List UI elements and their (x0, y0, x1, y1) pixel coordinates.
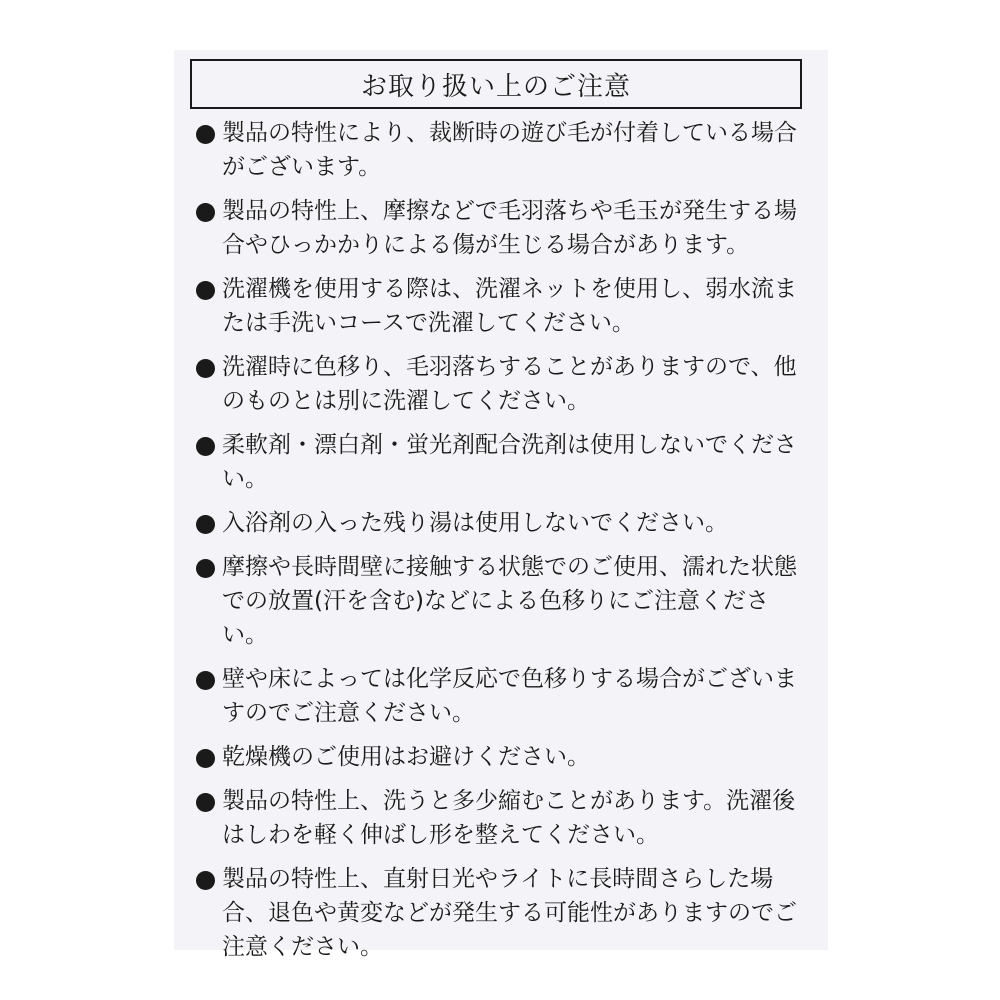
list-item (194, 428, 810, 496)
bullet-icon (196, 437, 215, 456)
bullet-icon (196, 559, 215, 578)
bullet-icon (196, 359, 215, 378)
list-item (194, 506, 810, 540)
notice-text: 製品の特性上、直射日光やライトに長時間さらした場合、退色や黄変などが発生する可能性がありますのでご注意ください。 (222, 866, 797, 960)
bullet-icon (196, 281, 215, 300)
bullet-icon (196, 793, 215, 812)
notice-text: 壁や床によっては化学反応で色移りする場合がございますのでご注意ください。 (222, 666, 797, 726)
bullet-icon (196, 671, 215, 690)
care-label-title: お取り扱い上のご注意 (190, 59, 802, 109)
list-item (194, 784, 810, 852)
bullet-icon (196, 125, 215, 144)
care-label (174, 50, 828, 960)
notice-text: 製品の特性により、裁断時の遊び毛が付着している場合がございます。 (222, 120, 797, 180)
notice-text: 入浴剤の入った残り湯は使用しないでください。 (222, 510, 728, 536)
list-item (194, 272, 810, 340)
notice-text: 洗濯時に色移り、毛羽落ちすることがありますので、他のものとは別に洗濯してください。 (222, 354, 797, 414)
bullet-icon (196, 749, 215, 768)
list-item (194, 740, 810, 774)
list-item (194, 550, 810, 652)
notice-text: 製品の特性上、摩擦などで毛羽落ちや毛玉が発生する場合やひっかかりによる傷が生じる場合があります。 (222, 198, 797, 258)
list-item (194, 350, 810, 418)
notice-text: 乾燥機のご使用はお避けください。 (222, 744, 590, 770)
notice-list (194, 116, 810, 974)
list-item (194, 662, 810, 730)
notice-text: 摩擦や長時間壁に接触する状態でのご使用、濡れた状態での放置(汗を含む)などによる色移りにご注意ください。 (222, 554, 797, 648)
notice-text: 製品の特性上、洗うと多少縮むことがあります。洗濯後はしわを軽く伸ばし形を整えてください。 (222, 788, 796, 848)
bullet-icon (196, 515, 215, 534)
list-item (194, 116, 810, 184)
notice-text: 柔軟剤・漂白剤・蛍光剤配合洗剤は使用しないでください。 (222, 432, 797, 492)
list-item (194, 194, 810, 262)
notice-text: 洗濯機を使用する際は、洗濯ネットを使用し、弱水流または手洗いコースで洗濯してください。 (222, 276, 797, 336)
list-item (194, 862, 810, 964)
bullet-icon (196, 203, 215, 222)
bullet-icon (196, 871, 215, 890)
